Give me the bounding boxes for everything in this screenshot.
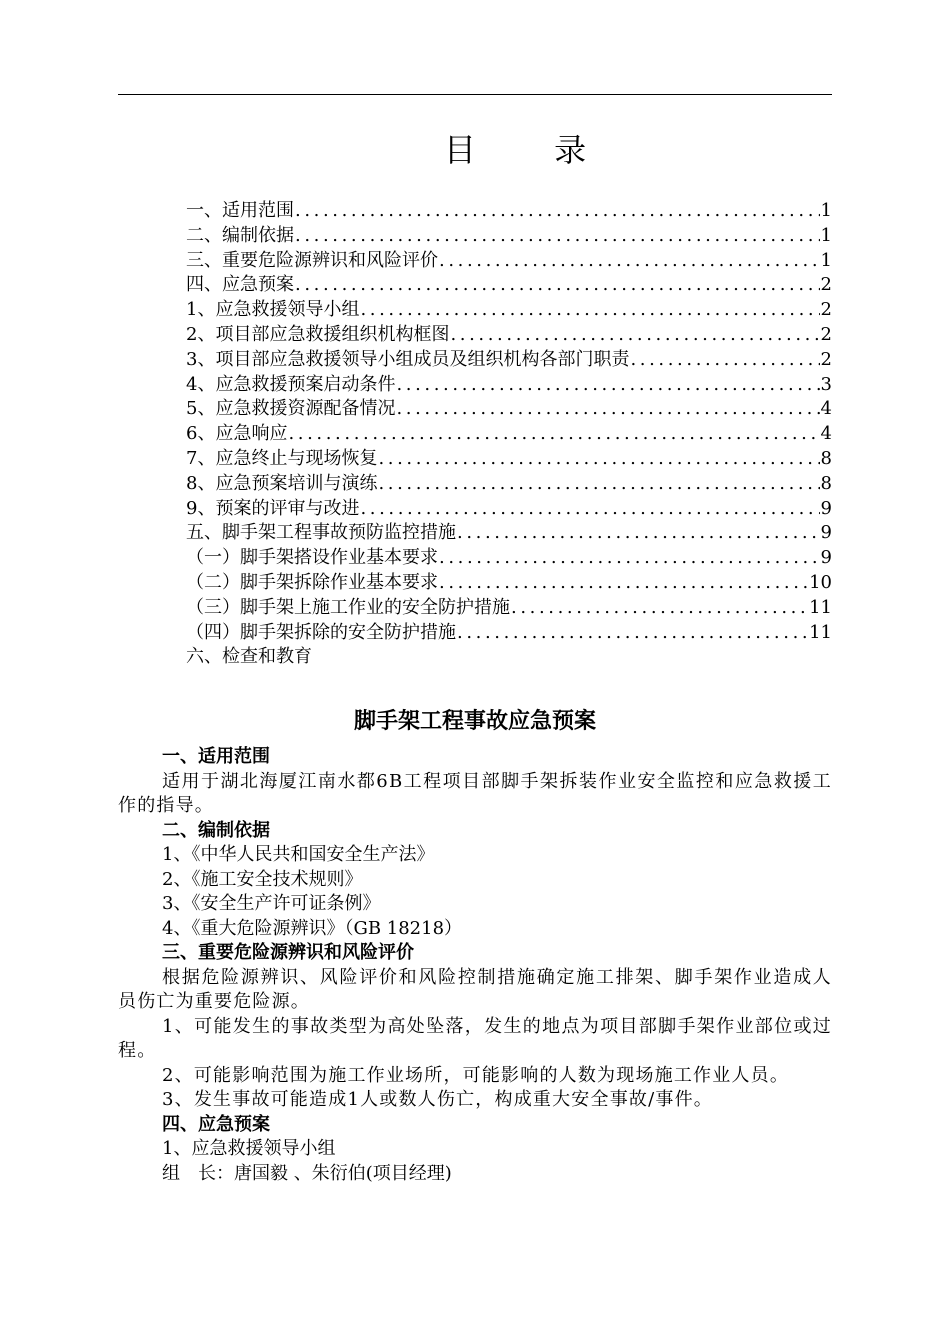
leader-line: 组 长：唐国毅 、朱衍伯(项目经理) [162, 1162, 452, 1184]
toc-entry[interactable]: 五、脚手架工程事故预防监控措施 ..... 9 [186, 521, 832, 546]
paragraph: 适用于湖北海厦江南水都6B工程项目部脚手架拆装作业安全监控和应急救援工作的指导。 [118, 770, 832, 816]
toc-entry[interactable]: （一）脚手架搭设作业基本要求 ..... 9 [186, 546, 832, 571]
toc-entry[interactable]: 四、应急预案 ..... 2 [186, 273, 832, 298]
table-of-contents [186, 199, 832, 670]
section-heading: 三、重要危险源辨识和风险评价 [162, 942, 414, 963]
toc-entry[interactable]: 9、预案的评审与改进 ..... 9 [186, 497, 832, 522]
document-title: 脚手架工程事故应急预案 [353, 709, 596, 734]
paragraph: 1、可能发生的事故类型为高处坠落，发生的地点为项目部脚手架作业部位或过程。 [118, 1015, 832, 1061]
toc-entry[interactable]: 二、编制依据 ..... 1 [186, 224, 832, 249]
paragraph: 3、发生事故可能造成1人或数人伤亡，构成重大安全事故/事件。 [162, 1089, 713, 1110]
list-item: 1、应急救援领导小组 [162, 1138, 336, 1159]
toc-entry[interactable]: 4、应急救援预案启动条件 ..... 3 [186, 373, 832, 398]
list-item: 2、《施工安全技术规则》 [162, 868, 363, 890]
toc-entry[interactable]: （二）脚手架拆除作业基本要求 ..... 10 [186, 571, 832, 596]
toc-entry[interactable]: （三）脚手架上施工作业的安全防护措施 ..... 11 [186, 596, 832, 621]
paragraph: 2、可能影响范围为施工作业场所，可能影响的人数为现场施工作业人员。 [162, 1064, 790, 1086]
list-item: 4、《重大危险源辨识》（GB 18218） [162, 917, 463, 939]
toc-entry[interactable]: 一、适用范围 ..... 1 [186, 199, 832, 224]
toc-title: 目 录 [443, 131, 621, 169]
section-heading: 二、编制依据 [162, 819, 270, 841]
toc-entry[interactable]: 7、应急终止与现场恢复 ..... 8 [186, 447, 832, 472]
list-item: 3、《安全生产许可证条例》 [162, 893, 381, 914]
toc-entry[interactable]: 6、应急响应 ..... 4 [186, 422, 832, 447]
toc-entry[interactable]: （四）脚手架拆除的安全防护措施 ..... 11 [186, 621, 832, 646]
section-heading: 四、应急预案 [162, 1113, 270, 1135]
toc-entry[interactable]: 3、项目部应急救援领导小组成员及组织机构各部门职责 ..... 2 [186, 348, 832, 373]
toc-entry[interactable]: 1、应急救援领导小组 ..... 2 [186, 298, 832, 323]
toc-entry[interactable]: 8、应急预案培训与演练 ..... 8 [186, 472, 832, 497]
toc-entry[interactable]: 六、检查和教育 [186, 646, 312, 668]
section-heading: 一、适用范围 [162, 746, 270, 767]
toc-entry[interactable]: 2、项目部应急救援组织机构框图 ..... 2 [186, 323, 832, 348]
paragraph: 根据危险源辨识、风险评价和风险控制措施确定施工排架、脚手架作业造成人员伤亡为重要危险源。 [118, 966, 832, 1012]
toc-entry[interactable]: 5、应急救援资源配备情况 ..... 4 [186, 397, 832, 422]
list-item: 1、《中华人民共和国安全生产法》 [162, 844, 435, 865]
toc-entry[interactable]: 三、重要危险源辨识和风险评价 ..... 1 [186, 249, 832, 274]
document-body [118, 745, 832, 1186]
header-rule [118, 94, 832, 95]
